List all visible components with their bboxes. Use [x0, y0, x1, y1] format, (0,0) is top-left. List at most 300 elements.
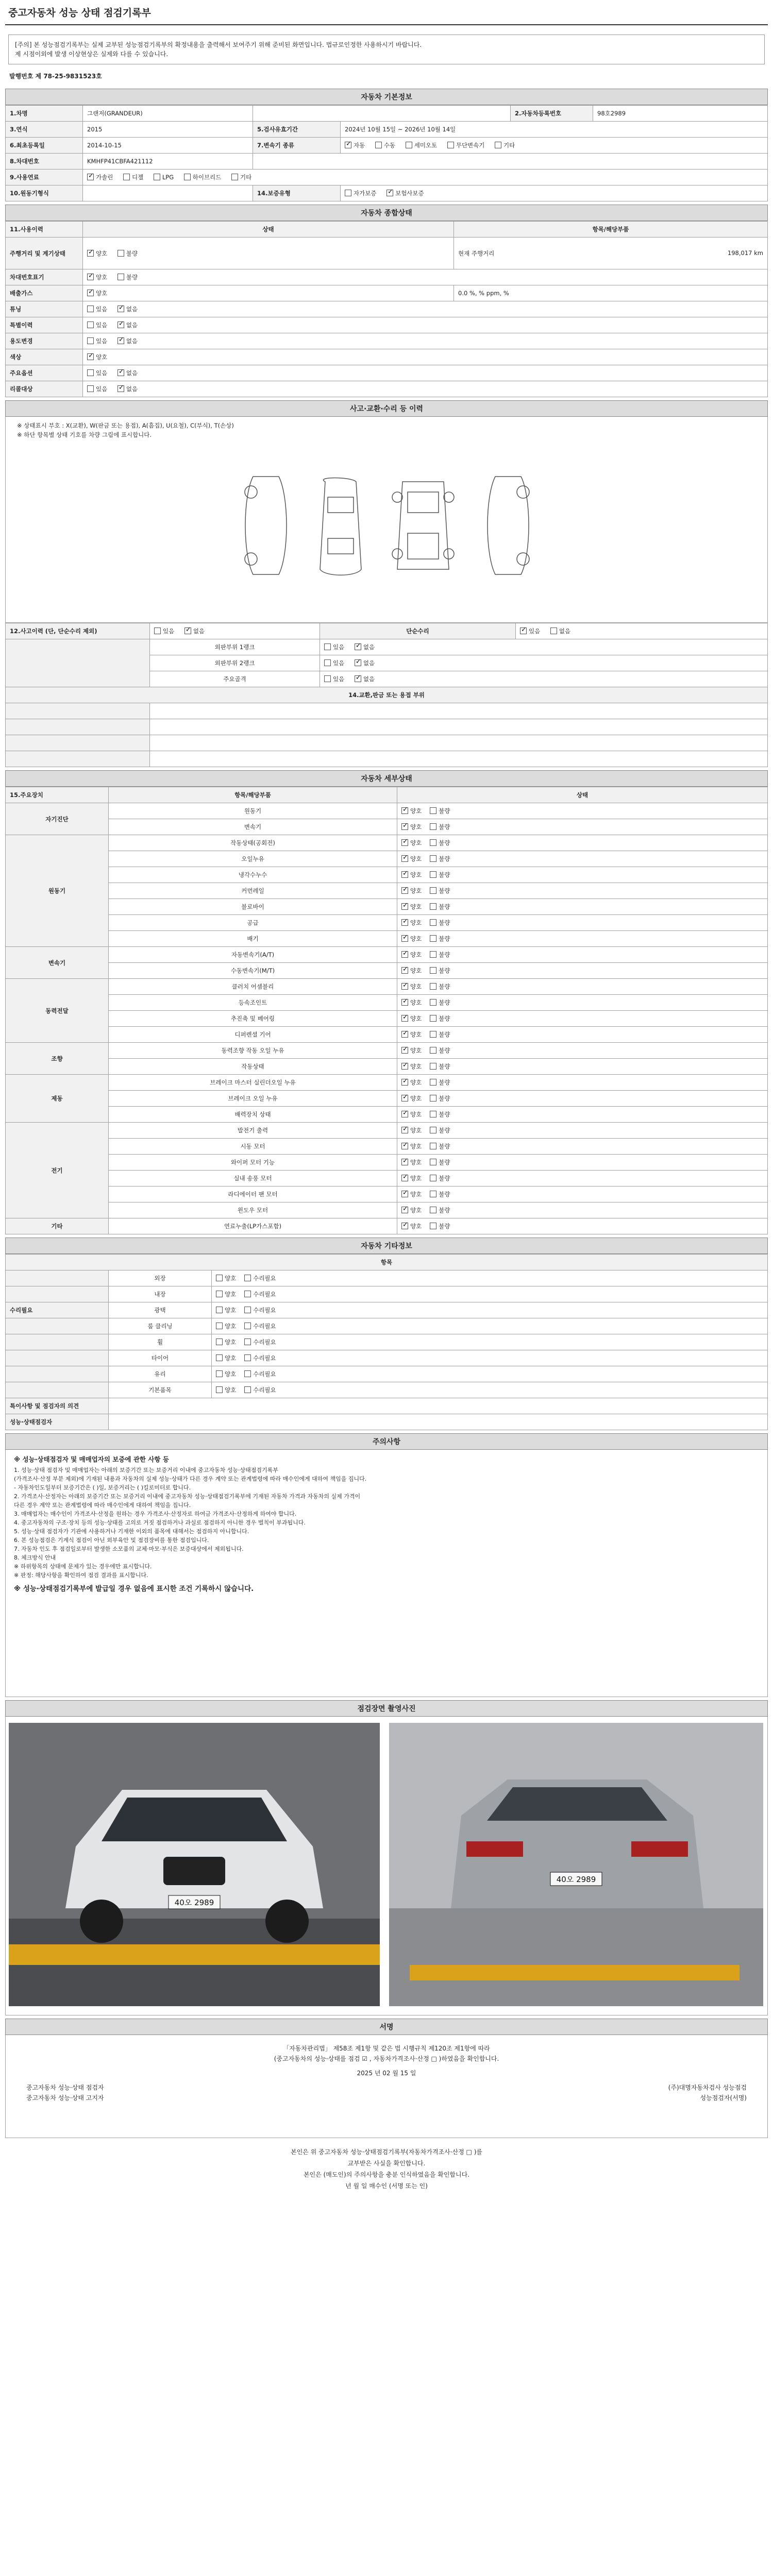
- checkbox: [244, 1370, 251, 1377]
- checkbox-checked: [401, 887, 408, 894]
- other-footer-label: 특이사항 및 점검자의 의견: [6, 1398, 109, 1414]
- table-row: [6, 1202, 768, 1218]
- fuel-options: ✓ 가솔린 디젤 LPG 하이브리드 기타: [83, 170, 768, 185]
- checkbox-checked: [117, 306, 124, 312]
- rear-photo: [389, 1723, 763, 2006]
- checkbox-checked: [401, 935, 408, 942]
- other-status: 양호 수리필요: [212, 1318, 768, 1334]
- table-row: [6, 931, 768, 947]
- checkbox: [430, 1159, 436, 1165]
- checkbox-checked: [401, 1063, 408, 1070]
- table-row: [6, 851, 768, 867]
- table-row: 항목: [6, 1255, 768, 1270]
- checkbox: [244, 1323, 251, 1329]
- transmission-label: 7.변속기 종류: [253, 138, 341, 154]
- table-row: [6, 867, 768, 883]
- table-row: [6, 819, 768, 835]
- checkbox-checked: [401, 855, 408, 862]
- checkbox-checked: [401, 1015, 408, 1022]
- vin-label: 8.차대번호: [6, 154, 83, 170]
- checkbox: [430, 823, 436, 830]
- table-row: [6, 1011, 768, 1027]
- table-row: [6, 106, 768, 122]
- other-item-label: 기본품목: [109, 1382, 212, 1398]
- detail-group-label: 제동: [6, 1075, 109, 1123]
- detail-status: ✓ 양호 불량: [397, 1202, 768, 1218]
- table-row: [6, 1187, 768, 1202]
- detail-status: ✓ 양호 불량: [397, 883, 768, 899]
- document-number: 발행번호 제 78-25-9831523호: [9, 73, 102, 80]
- table-row: [6, 735, 768, 751]
- other-status: 양호 수리필요: [212, 1270, 768, 1286]
- table-row: [6, 899, 768, 915]
- detail-item-label: 수동변속기(M/T): [109, 963, 397, 979]
- checkbox-checked: [386, 190, 393, 196]
- checkbox: [430, 983, 436, 990]
- checkbox: [430, 807, 436, 814]
- checkbox-checked: [87, 174, 94, 180]
- checkbox: [550, 628, 557, 634]
- notes-heading: ※ 성능·상태점검자 및 매매업자의 보증에 관한 사항 등: [14, 1455, 169, 1463]
- table-row: [6, 1398, 768, 1414]
- checkbox: [216, 1370, 223, 1377]
- detail-item-label: 동력조향 작동 오일 누유: [109, 1043, 397, 1059]
- checkbox: [406, 142, 412, 148]
- fuel-label: 9.사용연료: [6, 170, 83, 185]
- sign-date: 2025 년 02 월 15 일: [357, 2070, 416, 2077]
- table-row: [6, 1270, 768, 1286]
- detail-item-label: 브레이크 마스터 실린더오일 누유: [109, 1075, 397, 1091]
- detail-item-label: 윈도우 모터: [109, 1202, 397, 1218]
- detail-item-label: 원동기: [109, 803, 397, 819]
- table-row: [6, 1043, 768, 1059]
- checkbox: [430, 1111, 436, 1117]
- checkbox: [430, 1223, 436, 1229]
- checkbox-checked: [87, 353, 94, 360]
- section-photos-title: 점검장면 촬영사진: [5, 1700, 768, 1717]
- checkbox: [216, 1323, 223, 1329]
- notice-line: 제 시점이외에 발생 이상현상은 실제와 다를 수 있습니다.: [15, 50, 169, 58]
- detail-item-label: 라디에이터 팬 모터: [109, 1187, 397, 1202]
- checkbox-checked: [401, 1191, 408, 1197]
- summary-table: [5, 221, 768, 397]
- detail-table: [5, 787, 768, 1234]
- checkbox: [154, 174, 160, 180]
- table-row: [6, 1139, 768, 1155]
- detail-status: ✓ 양호 불량: [397, 1075, 768, 1091]
- detail-item-label: 배기: [109, 931, 397, 947]
- checkbox-checked: [87, 250, 94, 257]
- checkbox-checked: [401, 1127, 408, 1133]
- table-row: [6, 835, 768, 851]
- checkbox-checked: [401, 1175, 408, 1181]
- table-row: [6, 1059, 768, 1075]
- checkbox: [430, 919, 436, 926]
- checkbox: [430, 871, 436, 878]
- checkbox: [87, 337, 94, 344]
- detail-item-label: 냉각수누수: [109, 867, 397, 883]
- checkbox: [430, 967, 436, 974]
- checkbox: [430, 903, 436, 910]
- detail-status: ✓ 양호 불량: [397, 1171, 768, 1187]
- checkbox: [244, 1386, 251, 1393]
- table-row: 외판부위 1랭크 있음 ✓ 없음: [6, 639, 768, 655]
- detail-status: ✓ 양호 불량: [397, 931, 768, 947]
- detail-group-label: 변속기: [6, 947, 109, 979]
- detail-item-label: 연료누출(LP가스포함): [109, 1218, 397, 1234]
- vehicle-name-value: 그랜저(GRANDEUR): [83, 106, 253, 122]
- other-footer-label: 성능·상태점검자: [6, 1414, 109, 1430]
- validity-label: 5.검사유효기간: [253, 122, 341, 138]
- checkbox-checked: [401, 807, 408, 814]
- checkbox-checked: [401, 1031, 408, 1038]
- diagram-legend: ※ 상태표시 부호 : X(교환), W(판금 또는 용접), A(흠집), U(요철), C(부식), T(손상) ※ 하단 항목별 상태 기호를 차량 그림에 표시합니다.: [17, 422, 234, 438]
- table-row: [6, 915, 768, 931]
- checkbox-checked: [401, 999, 408, 1006]
- notes-line: ※ 판정: 해당사항을 확인하여 점검 결과를 표시합니다.: [14, 1572, 148, 1579]
- checkbox: [87, 306, 94, 312]
- detail-status: ✓ 양호 불량: [397, 915, 768, 931]
- detail-status: ✓ 양호 불량: [397, 1123, 768, 1139]
- checkbox-checked: [345, 142, 351, 148]
- table-row: [6, 803, 768, 819]
- checkbox: [430, 1079, 436, 1086]
- notes-panel: [5, 1450, 768, 1697]
- table-row: [6, 995, 768, 1011]
- mileage-value: 198,017 km: [727, 249, 763, 257]
- table-row: [6, 1334, 768, 1350]
- warranty-label: 14.보증유형: [253, 185, 341, 201]
- checkbox: [430, 1207, 436, 1213]
- checkbox: [87, 385, 94, 392]
- table-row: [6, 1075, 768, 1091]
- car-rear-image-icon: [389, 1723, 763, 2006]
- other-item-label: 외장: [109, 1270, 212, 1286]
- detail-item-label: 실내 송풍 모터: [109, 1171, 397, 1187]
- table-row: 특별이력 있음 ✓ 없음: [6, 317, 768, 333]
- detail-item-label: 자동변속기(A/T): [109, 947, 397, 963]
- checkbox: [244, 1275, 251, 1281]
- detail-group-label: 자기진단: [6, 803, 109, 835]
- checkbox-checked: [87, 290, 94, 296]
- notes-line: 4. 중고자동차의 구조·장치 등의 성능·상태를 고의로 거짓 점검하거나 과실로 점검하지 아니한 경우 벌칙이 부과됩니다.: [14, 1519, 306, 1526]
- section-other-title: 자동차 기타정보: [5, 1238, 768, 1254]
- checkbox-checked: [401, 983, 408, 990]
- photos-panel: [5, 1717, 768, 2015]
- checkbox: [430, 855, 436, 862]
- detail-item-label: 작동상태: [109, 1059, 397, 1075]
- checkbox: [324, 675, 331, 682]
- detail-status: ✓ 양호 불량: [397, 1187, 768, 1202]
- validity-value: 2024년 10월 15일 ~ 2026년 10월 14일: [341, 122, 768, 138]
- checkbox: [244, 1307, 251, 1313]
- detail-item-label: 커먼레일: [109, 883, 397, 899]
- table-row: 용도변경 있음 ✓ 없음: [6, 333, 768, 349]
- detail-group-label: 조향: [6, 1043, 109, 1075]
- checkbox-checked: [401, 1159, 408, 1165]
- checkbox: [430, 1047, 436, 1054]
- checkbox: [324, 643, 331, 650]
- detail-item-label: 공급: [109, 915, 397, 931]
- detail-status: ✓ 양호 불량: [397, 899, 768, 915]
- basic-info-table: [5, 105, 768, 201]
- checkbox: [430, 1175, 436, 1181]
- other-status: 양호 수리필요: [212, 1302, 768, 1318]
- table-row: 12.사고이력 (단, 단순수리 제외) 있음 ✓ 없음 단순수리 ✓ 있음 없음: [6, 623, 768, 639]
- table-row: [6, 138, 768, 154]
- checkbox: [123, 174, 130, 180]
- notice-line: [주의] 본 성능점검기록부는 실제 교부된 성능점검기록부의 확정내용을 출력해서 보여주기 위해 준비된 화면입니다. 법규로인정한 사용하시기 바랍니다.: [15, 41, 422, 48]
- table-row: 15.주요장치 항목/해당부품 상태: [6, 787, 768, 803]
- table-row: [6, 1302, 768, 1318]
- checkbox-checked: [401, 903, 408, 910]
- detail-item-label: 클러치 어셈블리: [109, 979, 397, 995]
- notes-line: 6. 본 성능점검은 기계식 점검이 아닌 외부육안 및 점검장비를 통한 점검입니다.: [14, 1537, 209, 1544]
- detail-item-label: 시동 모터: [109, 1139, 397, 1155]
- table-row: [6, 1123, 768, 1139]
- car-front-image-icon: [9, 1723, 380, 2006]
- table-row: 14.교환,판금 또는 용접 부위: [6, 687, 768, 703]
- detail-status: ✓ 양호 불량: [397, 851, 768, 867]
- detail-item-label: 브레이크 오일 누유: [109, 1091, 397, 1107]
- detail-status: ✓ 양호 불량: [397, 819, 768, 835]
- notes-line: - 자동차인도일부터 보증기간은 ( )일, 보증거리는 ( )킬로미터로 합니다.: [14, 1484, 191, 1491]
- other-group-label: 수리필요: [6, 1302, 109, 1318]
- detail-status: ✓ 양호 불량: [397, 947, 768, 963]
- notes-line: 7. 자동차 인도 후 점검일로부터 발생한 소모품의 교체·마모·부식은 보증대상에서 제외됩니다.: [14, 1546, 244, 1552]
- warranty-options: 자가보증 ✓ 보험사보증: [341, 185, 768, 201]
- other-item-label: 타이어: [109, 1350, 212, 1366]
- signature-panel: 「자동차관리법」 제58조 제1항 및 같은 법 시행규칙 제120조 제1항에 따라 (중고자동차의 성능·상태를 점검 ☑ , 자동차가격조사·산정 □ )하였음을 확인합니다. 2025 년 02 월 15 일 중고자동차 성능·상태 점검자 (주)대명자동차검사 성능점검 중고자동차 성능·상태 고지자 성능점검자(서명): [5, 2035, 768, 2138]
- other-status: 양호 수리필요: [212, 1366, 768, 1382]
- checkbox: [430, 1015, 436, 1022]
- detail-item-label: 변속기: [109, 819, 397, 835]
- table-row: 튜닝 있음 ✓ 없음: [6, 301, 768, 317]
- checkbox: [216, 1307, 223, 1313]
- transmission-options: ✓ 자동 수동 세미오토 무단변속기 기타: [341, 138, 768, 154]
- table-row: [6, 719, 768, 735]
- checkbox: [430, 887, 436, 894]
- section-sign-title: 서명: [5, 2019, 768, 2035]
- checkbox: [324, 659, 331, 666]
- detail-item-label: 디퍼렌셜 기어: [109, 1027, 397, 1043]
- table-row: [6, 751, 768, 767]
- checkbox-checked: [117, 385, 124, 392]
- checkbox-checked: [355, 659, 361, 666]
- detail-status: ✓ 양호 불량: [397, 1218, 768, 1234]
- other-item-label: 광택: [109, 1302, 212, 1318]
- table-row: 배출가스 ✓ 양호 0.0 %, % ppm, %: [6, 285, 768, 301]
- detail-group-label: 원동기: [6, 835, 109, 947]
- table-row: 외판부위 2랭크 있음 ✓ 없음: [6, 655, 768, 671]
- checkbox-checked: [117, 321, 124, 328]
- accident-table: [5, 623, 768, 767]
- emission-value: 0.0 %, % ppm, %: [454, 285, 768, 301]
- table-row: [6, 963, 768, 979]
- checkbox: [244, 1291, 251, 1297]
- notice-box: [8, 35, 765, 64]
- table-row: [6, 883, 768, 899]
- other-item-label: 유리: [109, 1366, 212, 1382]
- checkbox: [375, 142, 382, 148]
- detail-status: ✓ 양호 불량: [397, 1091, 768, 1107]
- checkbox-checked: [401, 1095, 408, 1101]
- detail-status: ✓ 양호 불량: [397, 1027, 768, 1043]
- checkbox-checked: [401, 1143, 408, 1149]
- checkbox-checked: [520, 628, 527, 634]
- notes-line: 8. 체크방식 안내: [14, 1554, 56, 1561]
- checkbox-checked: [184, 628, 191, 634]
- checkbox-checked: [401, 839, 408, 846]
- year-label: 3.연식: [6, 122, 83, 138]
- other-status: 양호 수리필요: [212, 1350, 768, 1366]
- detail-item-label: 오일누유: [109, 851, 397, 867]
- table-row: [6, 185, 768, 201]
- notes-tail: ※ 성능·상태점검기록부에 발급일 경우 없음에 표시한 조건 기록하시 않습니다.: [14, 1585, 254, 1593]
- notes-line: 다른 경우 계약 또는 관계법령에 따라 매수인에게 대하여 책임을 집니다.: [14, 1502, 191, 1509]
- checkbox: [216, 1338, 223, 1345]
- checkbox-checked: [355, 643, 361, 650]
- table-row: [6, 1350, 768, 1366]
- table-row: [6, 1286, 768, 1302]
- section-notes-title: 주의사항: [5, 1433, 768, 1450]
- detail-status: ✓ 양호 불량: [397, 1155, 768, 1171]
- checkbox: [430, 1063, 436, 1070]
- section-summary-title: 자동차 종합상태: [5, 205, 768, 221]
- plate-value: 98호2989: [593, 106, 768, 122]
- receipt-confirmation: 본인은 위 중고자동차 성능·상태점검기록부(자동차가격조사·산정 □ )를 교부받은 사실을 확인합니다. 본인은 (매도인)의 주의사항을 충분 인식하였음을 확인합니다. 년 월 일 매수인 (서명 또는 인): [291, 2148, 482, 2190]
- checkbox: [216, 1291, 223, 1297]
- other-status: 양호 수리필요: [212, 1334, 768, 1350]
- table-row: [6, 947, 768, 963]
- checkbox: [154, 628, 161, 634]
- other-status: 양호 수리필요: [212, 1286, 768, 1302]
- checkbox-checked: [401, 1223, 408, 1229]
- checkbox: [117, 250, 124, 257]
- table-row: [6, 1218, 768, 1234]
- checkbox: [495, 142, 501, 148]
- notes-line: 3. 매매업자는 매수인이 가격조사·산정을 원하는 경우 가격조사·산정자로 하여금 가격조사·산정하게 하여야 합니다.: [14, 1511, 297, 1517]
- checkbox-checked: [355, 675, 361, 682]
- detail-status: ✓ 양호 불량: [397, 1043, 768, 1059]
- checkbox-checked: [401, 919, 408, 926]
- detail-status: ✓ 양호 불량: [397, 1139, 768, 1155]
- detail-group-label: 동력전달: [6, 979, 109, 1043]
- table-row: [6, 1171, 768, 1187]
- table-row: 리콜대상 있음 ✓ 없음: [6, 381, 768, 397]
- rear-plate-text: 40오 2989: [556, 1875, 596, 1884]
- detail-item-label: 와이퍼 모터 기능: [109, 1155, 397, 1171]
- detail-status: ✓ 양호 불량: [397, 835, 768, 851]
- notes-line: 1. 성능·상태 점검자 및 매매업자는 아래의 보증기간 또는 보증거리 이내에 중고자동차 성능·상태점검기록부: [14, 1467, 278, 1473]
- table-row: [6, 1107, 768, 1123]
- checkbox: [216, 1354, 223, 1361]
- checkbox-checked: [401, 871, 408, 878]
- mileage-label: 현재 주행거리: [458, 249, 495, 257]
- document-title: 중고자동차 성능 상태 점검기록부: [5, 0, 768, 25]
- detail-status: ✓ 양호 불량: [397, 995, 768, 1011]
- checkbox: [184, 174, 191, 180]
- detail-status: ✓ 양호 불량: [397, 979, 768, 995]
- front-photo: [9, 1723, 380, 2006]
- checkbox: [430, 951, 436, 958]
- checkbox: [87, 369, 94, 376]
- table-row: [6, 154, 768, 170]
- notes-line: ※ 하위항목의 상태에 문제가 있는 경우에만 표시합니다.: [14, 1563, 152, 1570]
- notes-line: (가격조사·산정 부분 제외)에 기재된 내용과 자동차의 실제 성능·상태가 다른 경우 계약 또는 관계법령에 따라 매수인에게 대하여 책임을 집니다.: [14, 1476, 367, 1482]
- front-plate-text: 40오 2989: [174, 1898, 214, 1907]
- section-diagram-title: 사고·교환·수리 등 이력: [5, 400, 768, 417]
- table-row: [6, 979, 768, 995]
- table-row: 주행거리 및 계기상태 ✓ 양호 불량 현재 주행거리 198,017 km: [6, 238, 768, 269]
- detail-item-label: 배력장치 상태: [109, 1107, 397, 1123]
- table-row: [6, 1366, 768, 1382]
- other-item-label: 휠: [109, 1334, 212, 1350]
- first-registration-label: 6.최초등록일: [6, 138, 83, 154]
- table-row: 차대번호표기 ✓ 양호 불량: [6, 269, 768, 285]
- checkbox-checked: [401, 1207, 408, 1213]
- table-row: [6, 1027, 768, 1043]
- detail-status: ✓ 양호 불량: [397, 963, 768, 979]
- checkbox-checked: [401, 823, 408, 830]
- checkbox: [345, 190, 351, 196]
- checkbox: [430, 1191, 436, 1197]
- table-row: 색상 ✓ 양호: [6, 349, 768, 365]
- detail-item-label: 블로바이: [109, 899, 397, 915]
- checkbox: [430, 1143, 436, 1149]
- year-value: 2015: [83, 122, 253, 138]
- table-row: 11.사용이력 상태 항목/해당부품: [6, 222, 768, 238]
- checkbox: [244, 1338, 251, 1345]
- checkbox: [87, 321, 94, 328]
- checkbox: [447, 142, 454, 148]
- detail-item-label: 등속조인트: [109, 995, 397, 1011]
- notes-lines: [14, 1466, 759, 1580]
- checkbox-checked: [117, 369, 124, 376]
- checkbox-checked: [401, 967, 408, 974]
- table-row: [6, 122, 768, 138]
- detail-status: ✓ 양호 불량: [397, 1011, 768, 1027]
- detail-status: ✓ 양호 불량: [397, 1059, 768, 1075]
- table-row: [6, 170, 768, 185]
- plate-label: 2.자동차등록번호: [511, 106, 593, 122]
- checkbox-checked: [401, 1047, 408, 1054]
- checkbox: [430, 1095, 436, 1101]
- table-row: 주요골격 있음 ✓ 없음: [6, 671, 768, 687]
- detail-item-label: 발전기 출력: [109, 1123, 397, 1139]
- checkbox-checked: [117, 337, 124, 344]
- table-row: [6, 1414, 768, 1430]
- other-status: 양호 수리필요: [212, 1382, 768, 1398]
- detail-status: ✓ 양호 불량: [397, 803, 768, 819]
- table-row: [6, 703, 768, 719]
- checkbox-checked: [401, 951, 408, 958]
- notes-line: 2. 가격조사·산정자는 아래의 보증기간 또는 보증거리 이내에 중고자동차 성능·상태점검기록부에 기재된 자동차 가격과 자동차의 실제 가격이: [14, 1493, 361, 1500]
- section-detail-title: 자동차 세부상태: [5, 770, 768, 787]
- other-item-label: 내장: [109, 1286, 212, 1302]
- detail-item-label: 작동상태(공회전): [109, 835, 397, 851]
- vehicle-name-label: 1.차명: [6, 106, 83, 122]
- other-item-label: 룸 클리닝: [109, 1318, 212, 1334]
- checkbox: [430, 1031, 436, 1038]
- first-registration-value: 2014-10-15: [83, 138, 253, 154]
- detail-status: ✓ 양호 불량: [397, 1107, 768, 1123]
- checkbox: [231, 174, 238, 180]
- checkbox: [430, 1127, 436, 1133]
- notes-line: 5. 성능·상태 점검자가 기관에 사용하거나 기재한 이외의 품목에 대해서는 점검하지 아니합니다.: [14, 1528, 249, 1535]
- table-row: [6, 1318, 768, 1334]
- checkbox: [216, 1275, 223, 1281]
